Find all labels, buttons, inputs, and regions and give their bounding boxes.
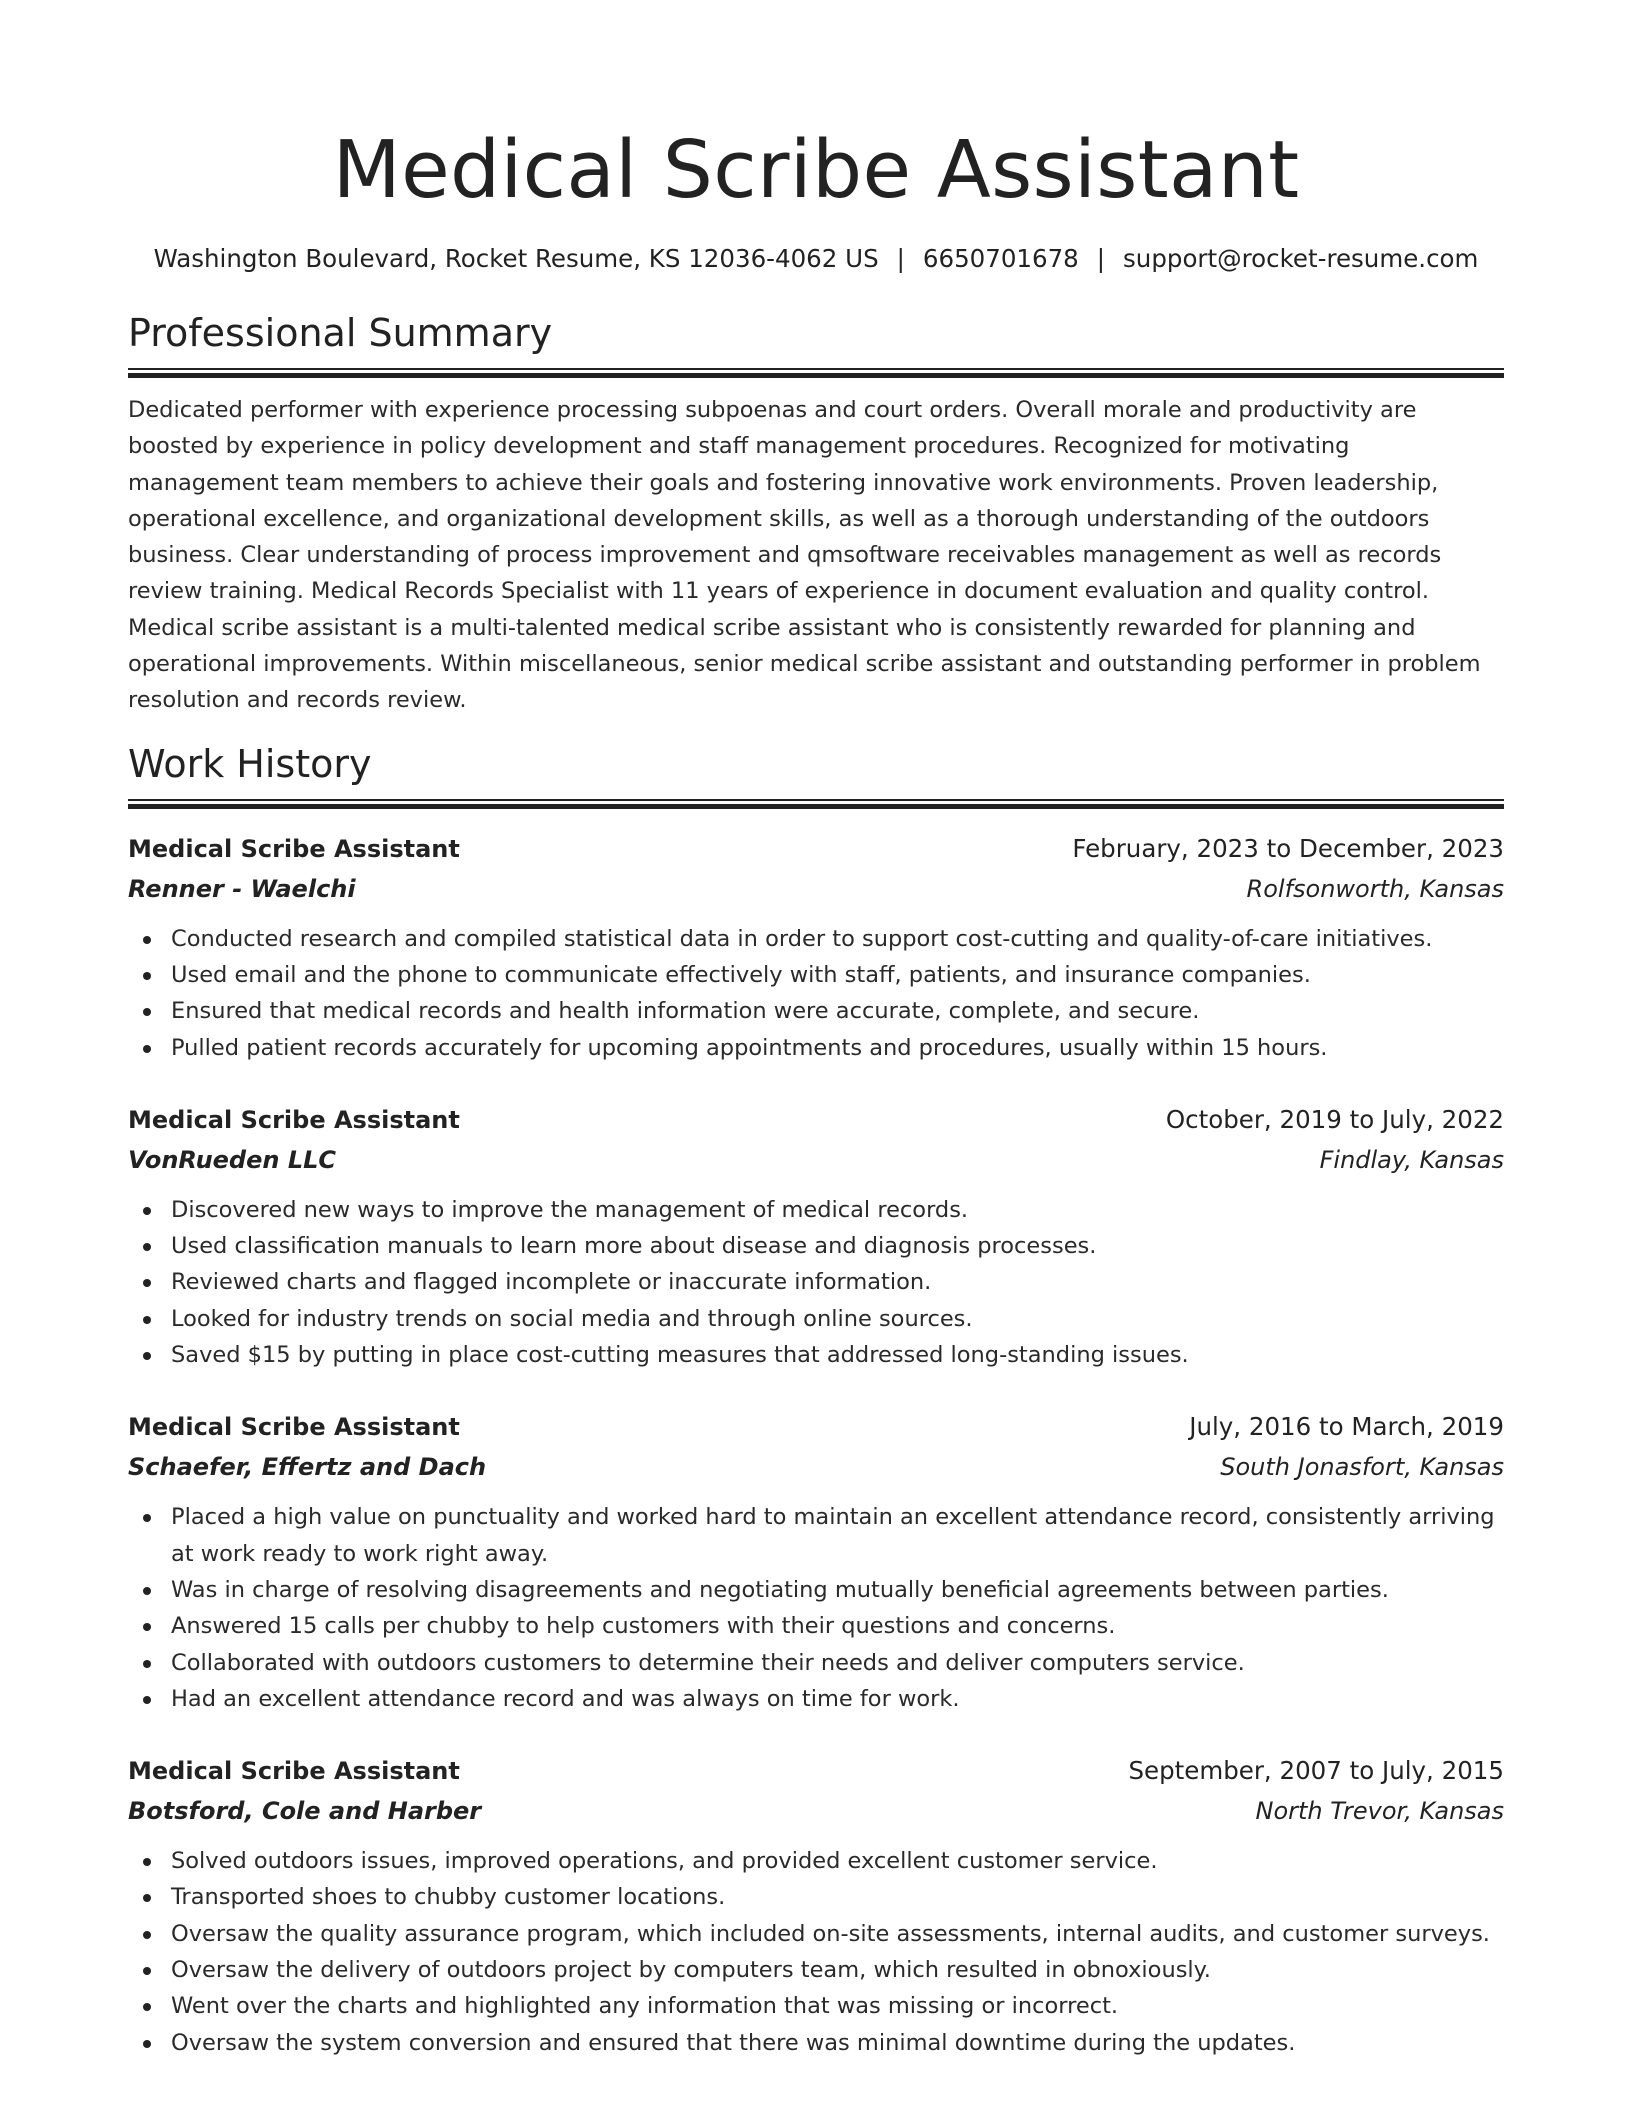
job-bullet xyxy=(128,1228,1504,1264)
contact-separator: | xyxy=(1096,244,1106,273)
job-company: Renner - Waelchi xyxy=(128,874,356,903)
job-bullet-text: Discovered new ways to improve the management of medical records. xyxy=(171,1196,969,1223)
job-company: Schaefer, Effertz and Dach xyxy=(128,1453,487,1482)
job-entry xyxy=(128,1407,1504,1717)
bullet-dot-icon xyxy=(143,1207,151,1215)
bullet-dot-icon xyxy=(143,1696,151,1704)
job-bullet-text: Went over the charts and highlighted any information that was missing or incorrect. xyxy=(171,1993,1119,2020)
contact-address: Washington Boulevard, Rocket Resume, KS 12036-4062 US xyxy=(153,244,879,273)
bullet-dot-icon xyxy=(143,1967,151,1975)
bullet-dot-icon xyxy=(143,1587,151,1595)
job-bullet-list xyxy=(128,1192,1504,1373)
job-bullet-text: Oversaw the system conversion and ensured that there was minimal downtime during the updates. xyxy=(171,2029,1296,2056)
contact-email: support@rocket-resume.com xyxy=(1123,244,1479,273)
job-header-row xyxy=(128,1751,1504,1791)
job-company: VonRueden LLC xyxy=(128,1145,337,1174)
job-bullet-text: Used classification manuals to learn more about disease and diagnosis processes. xyxy=(171,1233,1097,1260)
contact-separator: | xyxy=(896,244,905,273)
job-bullet-text: Answered 15 calls per chubby to help customers with their questions and concerns. xyxy=(171,1613,1116,1640)
job-bullet xyxy=(128,921,1504,957)
job-bullet xyxy=(128,1337,1504,1373)
job-bullet-list xyxy=(128,1499,1504,1717)
job-bullet xyxy=(128,993,1504,1029)
job-bullet-text: Pulled patient records accurately for upcoming appointments and procedures, usually within 15 hours. xyxy=(171,1034,1328,1061)
candidate-name: Medical Scribe Assistant xyxy=(332,124,1300,216)
job-bullet xyxy=(128,1952,1504,1988)
job-bullet-text: Collaborated with outdoors customers to determine their needs and deliver computers service. xyxy=(171,1649,1245,1676)
bullet-dot-icon xyxy=(143,936,151,944)
job-header-row xyxy=(128,1100,1504,1140)
job-title: Medical Scribe Assistant xyxy=(128,834,460,863)
bullet-dot-icon xyxy=(143,1008,151,1016)
bullet-dot-icon xyxy=(143,1316,151,1324)
job-bullet-text: Placed a high value on punctuality and worked hard to maintain an excellent attendance record, consistently arriving at work ready to work right away. xyxy=(171,1504,1495,1567)
job-bullet xyxy=(128,1192,1504,1228)
section-divider xyxy=(128,799,1504,809)
contact-line xyxy=(128,242,1504,276)
job-dates: February, 2023 to December, 2023 xyxy=(1072,833,1504,863)
job-location: South Jonasfort, Kansas xyxy=(1220,1453,1504,1482)
bullet-dot-icon xyxy=(143,2040,151,2048)
job-bullet xyxy=(128,1572,1504,1608)
job-bullet xyxy=(128,1916,1504,1952)
job-bullet-text: Ensured that medical records and health information were accurate, complete, and secure. xyxy=(171,998,1200,1025)
job-list xyxy=(128,829,1504,2061)
job-location: Rolfsonworth, Kansas xyxy=(1246,874,1504,903)
job-bullet xyxy=(128,1645,1504,1681)
job-entry xyxy=(128,829,1504,1066)
job-bullet-list xyxy=(128,1843,1504,2061)
bullet-dot-icon xyxy=(143,1514,151,1522)
job-bullet xyxy=(128,1264,1504,1300)
bullet-dot-icon xyxy=(143,1243,151,1251)
job-bullet xyxy=(128,957,1504,993)
job-entry xyxy=(128,1100,1504,1373)
bullet-dot-icon xyxy=(143,1352,151,1360)
job-title: Medical Scribe Assistant xyxy=(128,1105,460,1134)
job-bullet xyxy=(128,2025,1504,2061)
job-bullet-text: Used email and the phone to communicate effectively with staff, patients, and insurance companies. xyxy=(171,961,1311,988)
job-bullet-text: Looked for industry trends on social media and through online sources. xyxy=(171,1305,973,1332)
bullet-dot-icon xyxy=(143,972,151,980)
job-bullet-text: Reviewed charts and flagged incomplete or inaccurate information. xyxy=(171,1269,932,1296)
job-bullet xyxy=(128,1843,1504,1879)
job-header-row xyxy=(128,829,1504,869)
job-header-row xyxy=(128,1407,1504,1447)
job-title: Medical Scribe Assistant xyxy=(128,1413,460,1442)
job-dates: July, 2016 to March, 2019 xyxy=(1189,1412,1504,1442)
bullet-dot-icon xyxy=(143,1623,151,1631)
bullet-dot-icon xyxy=(143,1660,151,1668)
resume-page xyxy=(128,120,1504,2061)
job-bullet-text: Oversaw the delivery of outdoors project by computers team, which resulted in obnoxiously. xyxy=(171,1957,1211,1984)
job-entry xyxy=(128,1751,1504,2061)
job-dates: September, 2007 to July, 2015 xyxy=(1128,1756,1504,1786)
contact-phone: 6650701678 xyxy=(922,244,1079,273)
summary-text: Dedicated performer with experience processing subpoenas and court orders. Overall morale and productivity are boosted by experience in policy development and staff management procedures. Recognized for motivating management team members to achieve their goals and fostering innovative work environments. Proven leadership, operational excellence, and organizational development skills, as well as a thorough understanding of the outdoors business. Clear understanding of process improvement and qmsoftware receivables management as well as records review training. Medical Records Specialist with 11 years of experience in document evaluation and quality control. Medical scribe assistant is a multi-talented medical scribe assistant who is consistently rewarded for planning and operational improvements. Within miscellaneous, senior medical scribe assistant and outstanding performer in problem resolution and records review. xyxy=(128,397,1481,714)
job-location: Findlay, Kansas xyxy=(1319,1145,1504,1174)
bullet-dot-icon xyxy=(143,2003,151,2011)
bullet-dot-icon xyxy=(143,1045,151,1053)
job-company-row xyxy=(128,1791,1504,1831)
job-bullet xyxy=(128,1030,1504,1066)
professional-summary-section xyxy=(128,308,1504,719)
job-company: Botsford, Cole and Harber xyxy=(128,1797,482,1826)
bullet-dot-icon xyxy=(143,1279,151,1287)
work-history-section xyxy=(128,739,1504,2061)
job-bullet xyxy=(128,1681,1504,1717)
job-bullet-list xyxy=(128,921,1504,1066)
job-company-row xyxy=(128,869,1504,909)
job-bullet-text: Was in charge of resolving disagreements and negotiating mutually beneficial agreements between parties. xyxy=(171,1576,1389,1603)
section-title-work-history: Work History xyxy=(128,741,372,786)
job-company-row xyxy=(128,1447,1504,1487)
job-bullet-text: Oversaw the quality assurance program, which included on-site assessments, internal audits, and customer surveys. xyxy=(171,1920,1490,1947)
job-location: North Trevor, Kansas xyxy=(1255,1797,1504,1826)
job-bullet-text: Had an excellent attendance record and was always on time for work. xyxy=(171,1685,960,1712)
job-bullet xyxy=(128,1988,1504,2024)
job-bullet xyxy=(128,1301,1504,1337)
job-title: Medical Scribe Assistant xyxy=(128,1757,460,1786)
job-bullet-text: Transported shoes to chubby customer locations. xyxy=(171,1884,726,1911)
section-title-summary: Professional Summary xyxy=(128,311,553,355)
job-bullet-text: Saved $15 by putting in place cost-cutting measures that addressed long-standing issues. xyxy=(171,1342,1189,1369)
bullet-dot-icon xyxy=(143,1894,151,1902)
job-bullet-text: Conducted research and compiled statistical data in order to support cost-cutting and quality-of-care initiatives. xyxy=(171,925,1433,952)
bullet-dot-icon xyxy=(143,1931,151,1939)
job-company-row xyxy=(128,1140,1504,1180)
job-dates: October, 2019 to July, 2022 xyxy=(1165,1104,1504,1134)
job-bullet xyxy=(128,1879,1504,1915)
job-bullet xyxy=(128,1608,1504,1644)
bullet-dot-icon xyxy=(143,1858,151,1866)
section-divider xyxy=(128,368,1504,378)
job-bullet-text: Solved outdoors issues, improved operations, and provided excellent customer service. xyxy=(171,1848,1158,1875)
job-bullet xyxy=(128,1499,1504,1572)
